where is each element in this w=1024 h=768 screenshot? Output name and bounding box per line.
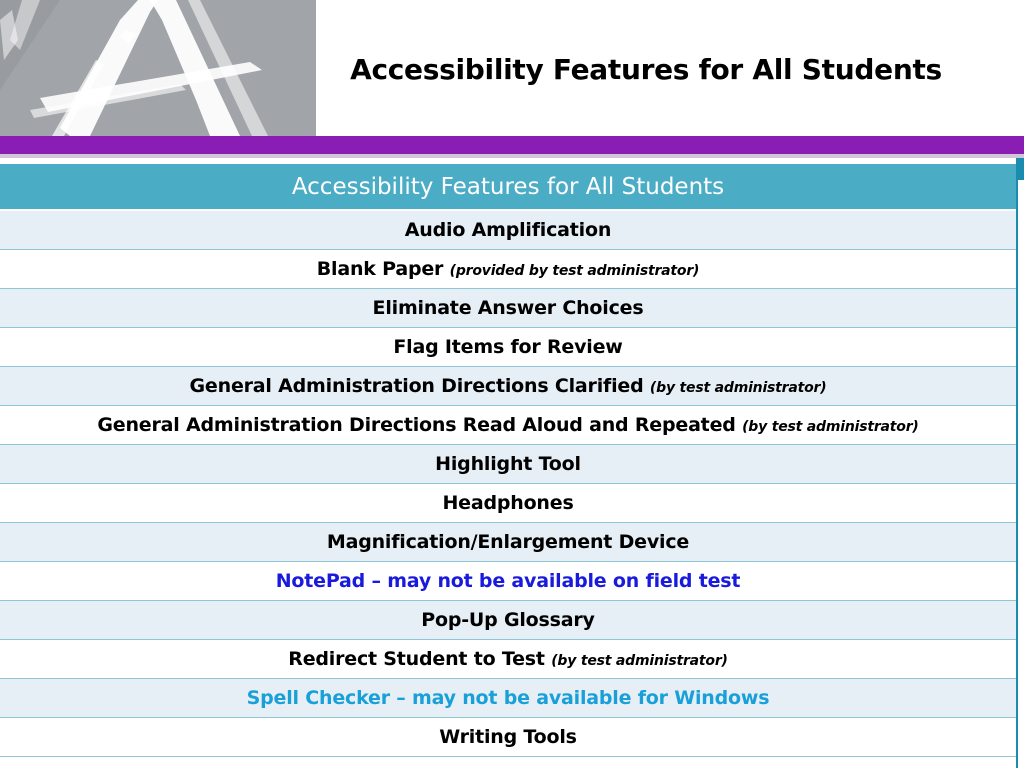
- feature-cell: [0, 601, 1016, 640]
- table-row: [0, 367, 1016, 406]
- feature-name: NotePad – may not be available on field test: [275, 570, 741, 592]
- table-body: [0, 210, 1016, 757]
- right-edge-inner: [1018, 180, 1024, 768]
- table-row: [0, 328, 1016, 367]
- feature-cell: [0, 289, 1016, 328]
- logo-icon: [0, 0, 316, 136]
- feature-cell: [0, 523, 1016, 562]
- table-row: [0, 289, 1016, 328]
- table-row: [0, 679, 1016, 718]
- table-row: [0, 718, 1016, 757]
- feature-note: (by test administrator): [649, 380, 827, 396]
- header-band-shadow: [0, 154, 1024, 158]
- feature-cell: [0, 679, 1016, 718]
- feature-cell: [0, 406, 1016, 445]
- features-table: [0, 164, 1016, 757]
- feature-cell: [0, 328, 1016, 367]
- table-header-row: [0, 164, 1016, 210]
- feature-name: Pop-Up Glossary: [421, 609, 595, 631]
- feature-name: Eliminate Answer Choices: [372, 297, 644, 319]
- feature-name: Headphones: [442, 492, 574, 514]
- feature-name: Redirect Student to Test: [288, 648, 552, 670]
- table-row: [0, 250, 1016, 289]
- table-row: [0, 210, 1016, 250]
- feature-name: Magnification/Enlargement Device: [326, 531, 690, 553]
- feature-cell: [0, 484, 1016, 523]
- feature-cell: [0, 640, 1016, 679]
- feature-note: (by test administrator): [551, 653, 728, 669]
- feature-name: General Administration Directions Read Aloud and Repeated: [97, 414, 743, 436]
- feature-name: Highlight Tool: [435, 453, 581, 475]
- feature-cell: [0, 562, 1016, 601]
- table-row: [0, 523, 1016, 562]
- page-title: Accessibility Features for All Students: [350, 53, 942, 86]
- table-row: [0, 601, 1016, 640]
- brushstroke-a-logo: [0, 0, 316, 136]
- feature-note: (provided by test administrator): [449, 263, 700, 279]
- feature-name: Audio Amplification: [404, 219, 612, 241]
- features-table-wrapper: [0, 164, 1016, 768]
- table-row: [0, 445, 1016, 484]
- feature-note: (by test administrator): [742, 419, 919, 435]
- feature-name: General Administration Directions Clarified: [189, 375, 650, 397]
- table-row: [0, 562, 1016, 601]
- feature-name: Writing Tools: [439, 726, 577, 748]
- feature-name: Spell Checker – may not be available for Windows: [246, 687, 770, 709]
- table-row: [0, 406, 1016, 445]
- table-header: Accessibility Features for All Students: [0, 164, 1016, 210]
- feature-cell: [0, 718, 1016, 757]
- feature-cell: [0, 250, 1016, 289]
- feature-name: Flag Items for Review: [393, 336, 623, 358]
- feature-name: Blank Paper: [316, 258, 450, 280]
- table-row: [0, 484, 1016, 523]
- table-row: [0, 640, 1016, 679]
- feature-cell: [0, 367, 1016, 406]
- feature-cell: [0, 210, 1016, 250]
- header-band: [0, 136, 1024, 154]
- feature-cell: [0, 445, 1016, 484]
